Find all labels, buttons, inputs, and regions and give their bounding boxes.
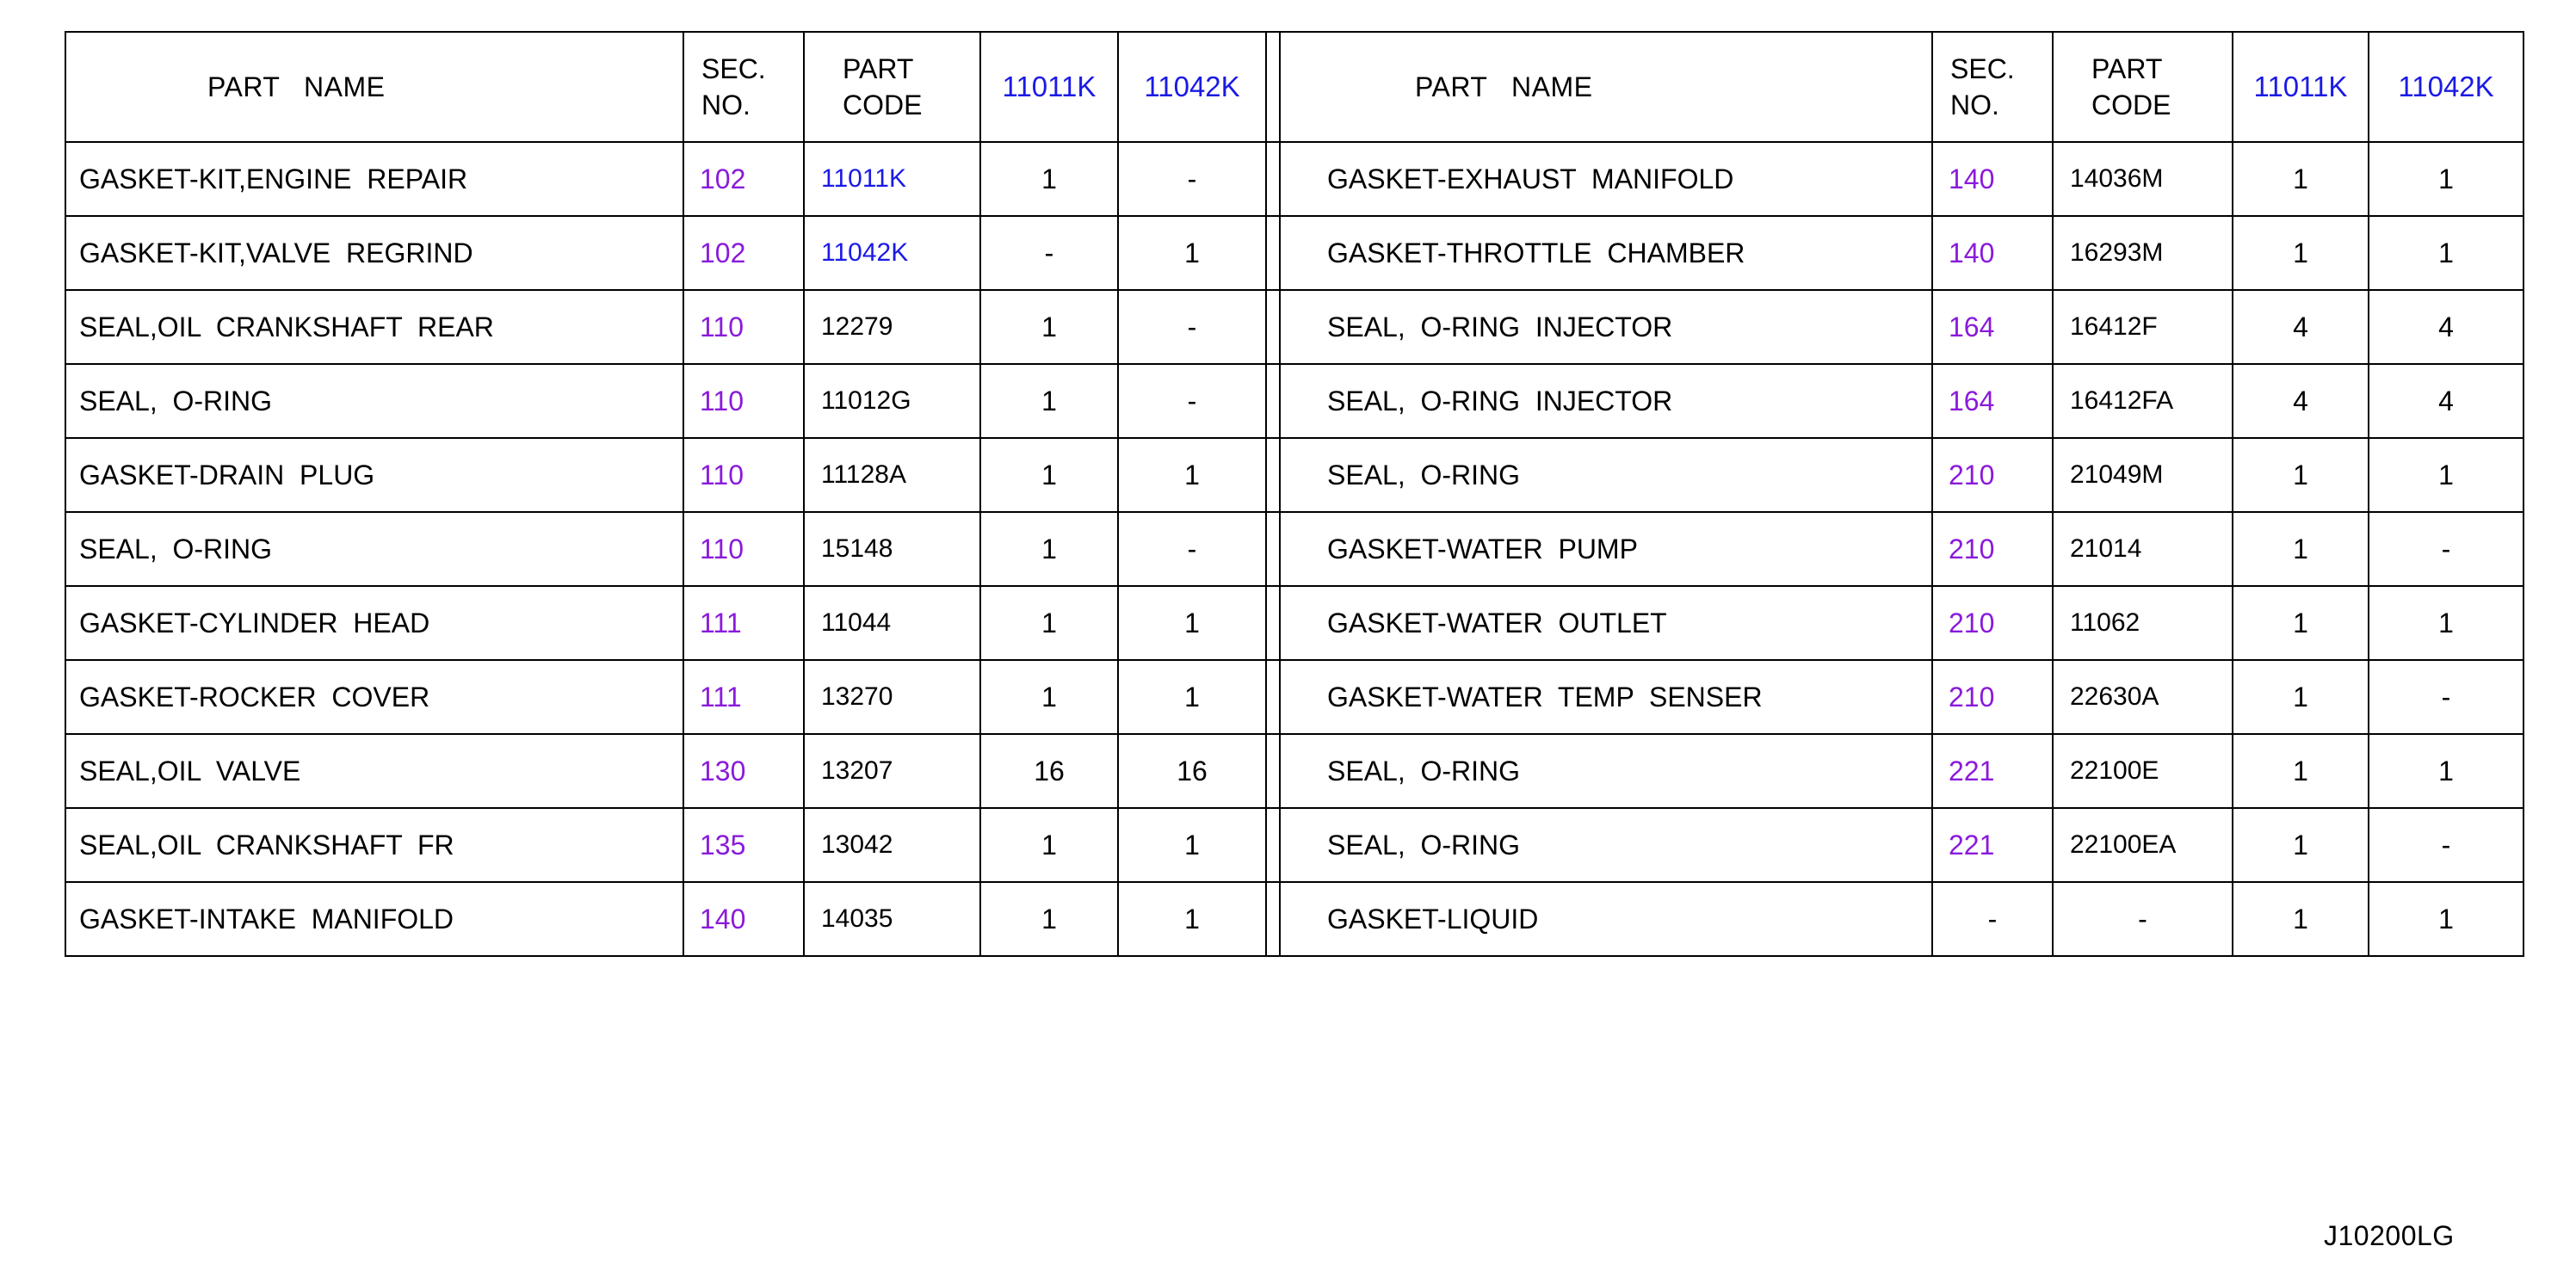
column-divider [1266, 290, 1280, 364]
section-number-right: 140 [1932, 142, 2053, 216]
qty-kit-a-right: 1 [2233, 586, 2369, 660]
table-row [65, 734, 2523, 808]
header-part-name-right: PART NAME [1280, 32, 1932, 142]
qty-kit-b-right: - [2369, 808, 2523, 882]
table-row [65, 290, 2523, 364]
part-code-right: 14036M [2053, 142, 2233, 216]
part-name-right: GASKET-WATER PUMP [1280, 512, 1932, 586]
part-name-right: SEAL, O-RING [1280, 734, 1932, 808]
column-divider [1266, 32, 1280, 142]
header-part-code-line2: CODE [843, 89, 923, 120]
part-name: SEAL,OIL VALVE [65, 734, 683, 808]
part-name: GASKET-ROCKER COVER [65, 660, 683, 734]
part-code: 13270 [804, 660, 980, 734]
qty-kit-b: 1 [1118, 586, 1266, 660]
section-number: 110 [683, 512, 804, 586]
table-row [65, 660, 2523, 734]
section-number: 102 [683, 216, 804, 290]
section-number-right: 164 [1932, 364, 2053, 438]
header-sec-no-line2: NO. [701, 89, 751, 120]
part-code-right: 16293M [2053, 216, 2233, 290]
header-sec-no-line1-right: SEC. [1950, 53, 2015, 84]
section-number: 110 [683, 290, 804, 364]
part-code-right: 16412F [2053, 290, 2233, 364]
part-name-right: GASKET-WATER OUTLET [1280, 586, 1932, 660]
section-number-right: 210 [1932, 512, 2053, 586]
part-name: GASKET-CYLINDER HEAD [65, 586, 683, 660]
part-name: SEAL,OIL CRANKSHAFT FR [65, 808, 683, 882]
qty-kit-a-right: 1 [2233, 660, 2369, 734]
qty-kit-a: 1 [980, 808, 1118, 882]
column-divider [1266, 142, 1280, 216]
section-number: 130 [683, 734, 804, 808]
part-code-right: 22100E [2053, 734, 2233, 808]
qty-kit-a-right: 1 [2233, 734, 2369, 808]
part-name: SEAL,OIL CRANKSHAFT REAR [65, 290, 683, 364]
column-divider [1266, 586, 1280, 660]
table-row [65, 438, 2523, 512]
part-code-right: 16412FA [2053, 364, 2233, 438]
part-name-right: GASKET-WATER TEMP SENSER [1280, 660, 1932, 734]
part-code-right: 22100EA [2053, 808, 2233, 882]
qty-kit-b: - [1118, 142, 1266, 216]
qty-kit-a-right: 4 [2233, 364, 2369, 438]
section-number-right: 164 [1932, 290, 2053, 364]
part-code-right: 22630A [2053, 660, 2233, 734]
part-code: 13207 [804, 734, 980, 808]
qty-kit-a: 1 [980, 660, 1118, 734]
part-code: 11128A [804, 438, 980, 512]
table-row [65, 808, 2523, 882]
qty-kit-a: 1 [980, 364, 1118, 438]
qty-kit-a: 1 [980, 882, 1118, 956]
header-sec-no-right [1932, 32, 2053, 142]
qty-kit-b: - [1118, 290, 1266, 364]
qty-kit-b-right: 1 [2369, 438, 2523, 512]
section-number: 111 [683, 660, 804, 734]
column-divider [1266, 808, 1280, 882]
part-name: SEAL, O-RING [65, 364, 683, 438]
part-code: 11012G [804, 364, 980, 438]
qty-kit-a-right: 1 [2233, 808, 2369, 882]
table-row [65, 142, 2523, 216]
column-divider [1266, 216, 1280, 290]
qty-kit-b-right: 1 [2369, 216, 2523, 290]
header-part-code-right [2053, 32, 2233, 142]
header-part-name: PART NAME [65, 32, 683, 142]
part-code: 11044 [804, 586, 980, 660]
section-number: 111 [683, 586, 804, 660]
section-number: 110 [683, 438, 804, 512]
part-name-right: SEAL, O-RING [1280, 438, 1932, 512]
part-code: 13042 [804, 808, 980, 882]
header-part-code-line1-right: PART [2091, 53, 2163, 84]
header-sec-no [683, 32, 804, 142]
column-divider [1266, 734, 1280, 808]
part-name: GASKET-KIT,ENGINE REPAIR [65, 142, 683, 216]
part-code: 14035 [804, 882, 980, 956]
qty-kit-a: 1 [980, 438, 1118, 512]
qty-kit-a: - [980, 216, 1118, 290]
section-number: 140 [683, 882, 804, 956]
section-number-right: 221 [1932, 734, 2053, 808]
part-name-right: SEAL, O-RING [1280, 808, 1932, 882]
qty-kit-a: 1 [980, 586, 1118, 660]
header-part-code [804, 32, 980, 142]
parts-table [65, 31, 2524, 957]
part-code-right: 21049M [2053, 438, 2233, 512]
column-divider [1266, 438, 1280, 512]
header-part-code-line1: PART [843, 53, 914, 84]
section-number-right: 210 [1932, 586, 2053, 660]
header-part-code-line2-right: CODE [2091, 89, 2171, 120]
qty-kit-b: 16 [1118, 734, 1266, 808]
table-row [65, 216, 2523, 290]
qty-kit-b: - [1118, 364, 1266, 438]
qty-kit-a-right: 4 [2233, 290, 2369, 364]
qty-kit-b-right: 4 [2369, 364, 2523, 438]
qty-kit-a-right: 1 [2233, 512, 2369, 586]
qty-kit-a: 1 [980, 512, 1118, 586]
drawing-code: J10200LG [2324, 1220, 2455, 1251]
table-header-row [65, 32, 2523, 142]
qty-kit-b-right: 4 [2369, 290, 2523, 364]
part-name: GASKET-INTAKE MANIFOLD [65, 882, 683, 956]
qty-kit-b: 1 [1118, 882, 1266, 956]
section-number: 102 [683, 142, 804, 216]
part-code: 15148 [804, 512, 980, 586]
qty-kit-a-right: 1 [2233, 216, 2369, 290]
section-number-right: 210 [1932, 438, 2053, 512]
qty-kit-a-right: 1 [2233, 142, 2369, 216]
part-name-right: SEAL, O-RING INJECTOR [1280, 364, 1932, 438]
header-kit-b: 11042K [1118, 32, 1266, 142]
qty-kit-b-right: 1 [2369, 142, 2523, 216]
qty-kit-b: 1 [1118, 216, 1266, 290]
table-row [65, 512, 2523, 586]
qty-kit-b-right: - [2369, 660, 2523, 734]
section-number: 135 [683, 808, 804, 882]
qty-kit-a: 1 [980, 290, 1118, 364]
qty-kit-b-right: 1 [2369, 586, 2523, 660]
header-kit-b-right: 11042K [2369, 32, 2523, 142]
part-code: 11042K [804, 216, 980, 290]
section-number-right: 210 [1932, 660, 2053, 734]
header-sec-no-line2-right: NO. [1950, 89, 1999, 120]
section-number-right: - [1932, 882, 2053, 956]
column-divider [1266, 512, 1280, 586]
part-name: GASKET-DRAIN PLUG [65, 438, 683, 512]
part-code-right: - [2053, 882, 2233, 956]
part-name-right: SEAL, O-RING INJECTOR [1280, 290, 1932, 364]
qty-kit-b: 1 [1118, 808, 1266, 882]
qty-kit-b-right: - [2369, 512, 2523, 586]
table-row [65, 882, 2523, 956]
qty-kit-a: 1 [980, 142, 1118, 216]
table-row [65, 586, 2523, 660]
part-code-right: 21014 [2053, 512, 2233, 586]
column-divider [1266, 660, 1280, 734]
qty-kit-b-right: 1 [2369, 882, 2523, 956]
qty-kit-a-right: 1 [2233, 438, 2369, 512]
column-divider [1266, 364, 1280, 438]
section-number-right: 221 [1932, 808, 2053, 882]
qty-kit-a-right: 1 [2233, 882, 2369, 956]
qty-kit-b-right: 1 [2369, 734, 2523, 808]
section-number-right: 140 [1932, 216, 2053, 290]
table-row [65, 364, 2523, 438]
section-number: 110 [683, 364, 804, 438]
part-code: 11011K [804, 142, 980, 216]
part-name: GASKET-KIT,VALVE REGRIND [65, 216, 683, 290]
part-name: SEAL, O-RING [65, 512, 683, 586]
qty-kit-b: - [1118, 512, 1266, 586]
qty-kit-b: 1 [1118, 660, 1266, 734]
part-code: 12279 [804, 290, 980, 364]
column-divider [1266, 882, 1280, 956]
qty-kit-a: 16 [980, 734, 1118, 808]
part-name-right: GASKET-EXHAUST MANIFOLD [1280, 142, 1932, 216]
part-code-right: 11062 [2053, 586, 2233, 660]
part-name-right: GASKET-LIQUID [1280, 882, 1932, 956]
header-kit-a: 11011K [980, 32, 1118, 142]
qty-kit-b: 1 [1118, 438, 1266, 512]
header-sec-no-line1: SEC. [701, 53, 766, 84]
part-name-right: GASKET-THROTTLE CHAMBER [1280, 216, 1932, 290]
header-kit-a-right: 11011K [2233, 32, 2369, 142]
